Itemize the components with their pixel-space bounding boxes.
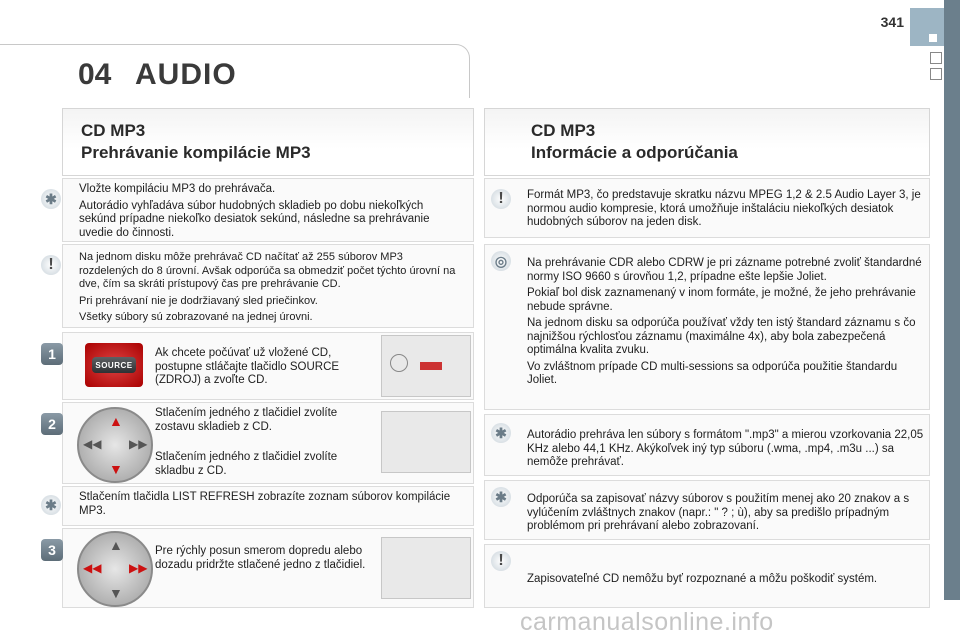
info-block-5-text: Zapisovateľné CD nemôžu byť rozpoznané a môžu poškodiť systém. — [527, 573, 878, 585]
step2-row — [48, 402, 474, 484]
warning-text — [79, 251, 463, 328]
exclamation-icon: ! — [41, 255, 61, 275]
arrow-down-icon: ▼ — [109, 585, 123, 601]
radio-panel-thumbnail — [381, 335, 471, 397]
light-bulb-icon: ✱ — [491, 423, 511, 443]
step2-text-a: Stlačením jedného z tlačidiel zvolíte zostavu skladieb z CD. — [155, 407, 338, 433]
chapter-number: 04 — [78, 58, 112, 91]
step3-row — [48, 528, 474, 608]
info-line: Vo zvláštnom prípade CD multi-sessions sa odporúča použitie štandardu Joliet. — [527, 360, 898, 386]
tab-square — [930, 52, 942, 64]
left-title-line2: Prehrávanie kompilácie MP3 — [81, 143, 311, 162]
arrow-up-icon: ▲ — [109, 537, 123, 553]
info-block-3-text: Autorádio prehráva len súbory s formátom ".mp3" a mierou vzorkovania 22,05 KHz alebo 44,1 KHz. Akýkoľvek iný typ súboru (.wma, .mp4, .m3u ...) sa nemôže prehrávať. — [527, 429, 924, 468]
light-bulb-icon: ✱ — [491, 487, 511, 507]
left-title-card — [62, 108, 474, 176]
tab-marker — [929, 34, 937, 42]
exclamation-icon: ! — [491, 189, 511, 209]
chapter-tab — [910, 8, 944, 46]
cd-icon: ◎ — [491, 251, 511, 271]
fast-rewind-icon: ◀◀ — [83, 561, 102, 575]
left-title-line1: CD MP3 — [81, 121, 146, 140]
intro-text — [79, 183, 459, 243]
step3-number: 3 — [41, 539, 63, 561]
page-number: 341 — [880, 14, 904, 30]
right-title-line1: CD MP3 — [531, 121, 596, 140]
fast-forward-icon: ▶▶ — [129, 561, 148, 575]
warning-line: Všetky súbory sú zobrazované na jednej úrovni. — [79, 311, 313, 323]
warning-line: Na jednom disku môže prehrávač CD načítať až 255 súborov MP3 rozdelených do 8 úrovní. Avšak odporúča sa obmedziť počet týchto úrovní na dve, čím sa skráti prístupový čas pre prehrávanie CD. — [79, 251, 456, 290]
navigation-pad-icon — [77, 407, 153, 483]
info-block-4-text: Odporúča sa zapisovať názvy súborov s použitím menej ako 20 znakov a s vylúčením zvláštnych znakov (napr.: " ? ; ù), aby sa predišlo prípadným problémom pri prehrávaní alebo zobrazovaní. — [527, 493, 910, 532]
exclamation-icon: ! — [491, 551, 511, 571]
info-block-1 — [484, 178, 930, 238]
light-bulb-icon: ✱ — [41, 189, 61, 209]
intro-row — [45, 178, 474, 242]
step1-row — [48, 332, 474, 400]
warning-line: Pri prehrávaní nie je dodržiavaný sled priečinkov. — [79, 294, 318, 307]
step3-text: Pre rýchly posun smerom dopredu alebo dozadu pridržte stlačené jedno z tlačidiel. — [155, 545, 366, 571]
info-block-5 — [484, 544, 930, 608]
step2-text-b: Stlačením jedného z tlačidiel zvolíte skladbu z CD. — [155, 451, 338, 477]
watermark: carmanualsonline.info — [520, 608, 774, 636]
info-line: Na jednom disku sa odporúča používať vždy ten istý štandard záznamu s čo najnižšou rýchlosťou záznamu (maximálne 4x), aby bola zabezpečená optimálna kvalita zvuku. — [527, 317, 916, 356]
arrow-right-icon: ▶▶ — [129, 437, 148, 451]
navigation-pad-icon — [77, 531, 153, 607]
info-block-1-text: Formát MP3, čo predstavuje skratku názvu MPEG 1,2 & 2.5 Audio Layer 3, je normou audio kompresie, ktorá umožňuje inštaláciu niekoľkých desiatok hudobných súborov na jeden disk. — [527, 189, 921, 228]
step1-number: 1 — [41, 343, 63, 365]
arrow-up-icon: ▲ — [109, 413, 123, 429]
tab-square — [930, 68, 942, 80]
info-block-2 — [484, 244, 930, 410]
right-title-line2: Informácie a odporúčania — [531, 143, 738, 162]
list-refresh-row — [45, 486, 474, 526]
info-block-4 — [484, 480, 930, 540]
step2-number: 2 — [41, 413, 63, 435]
source-button-illustration — [85, 343, 143, 387]
chapter-title: AUDIO — [135, 58, 237, 91]
source-button-label: SOURCE — [92, 357, 136, 373]
info-line: Pokiaľ bol disk zaznamenaný v inom formáte, je možné, že jeho prehrávanie nebude správne. — [527, 287, 916, 313]
source-highlight — [420, 362, 442, 370]
info-block-3 — [484, 414, 930, 476]
knob-icon — [390, 354, 408, 372]
side-strip — [944, 0, 960, 600]
arrow-left-icon: ◀◀ — [83, 437, 102, 451]
light-bulb-icon: ✱ — [41, 495, 61, 515]
info-block-2-text — [527, 257, 925, 391]
arrow-down-icon: ▼ — [109, 461, 123, 477]
info-line: Na prehrávanie CDR alebo CDRW je pri zázname potrebné zvoliť štandardné normy ISO 9660 s úrovňou 1,2, prípadne ešte lepšie Joliet. — [527, 257, 922, 283]
intro-line: Autorádio vyhľadáva súbor hudobných skladieb po dobu niekoľkých sekúnd prípadne niekoľko desiatok sekúnd, následne sa prehrávanie uvedie do činnosti. — [79, 199, 430, 239]
radio-panel-thumbnail — [381, 537, 471, 599]
radio-panel-thumbnail — [381, 411, 471, 473]
list-refresh-text: Stlačením tlačidla LIST REFRESH zobrazíte zoznam súborov kompilácie MP3. — [79, 491, 451, 517]
right-title-card — [484, 108, 930, 176]
warning-row — [48, 244, 474, 328]
intro-line: Vložte kompiláciu MP3 do prehrávača. — [79, 183, 276, 195]
step1-text: Ak chcete počúvať už vložené CD, postupne stláčajte tlačidlo SOURCE (ZDROJ) a zvoľte CD. — [155, 347, 340, 386]
